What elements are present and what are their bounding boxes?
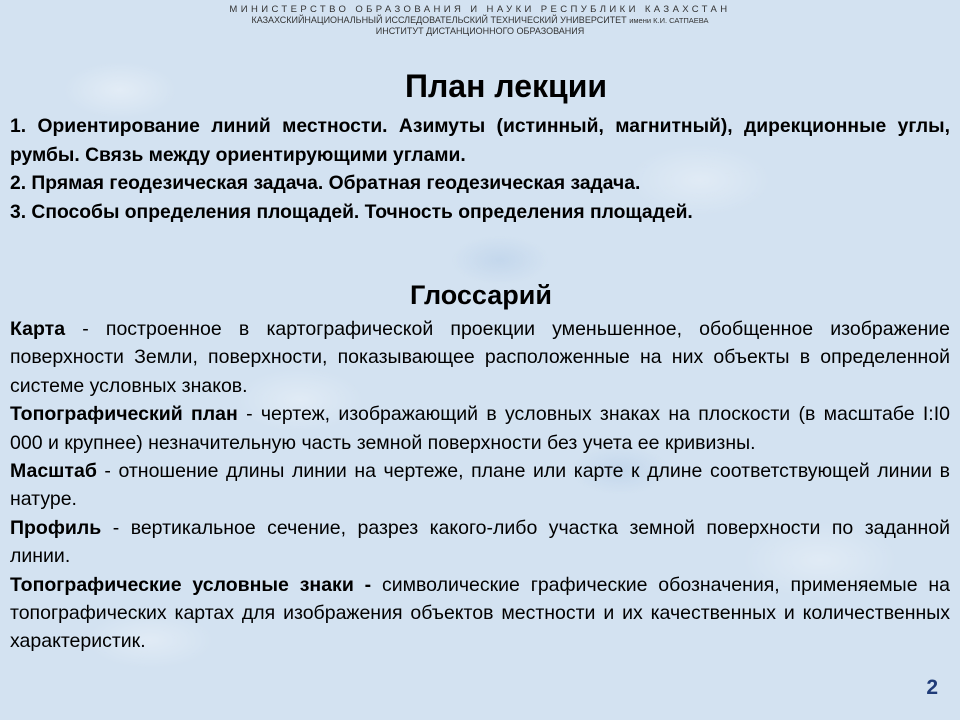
glossary-entry-topographic-plan xyxy=(10,400,950,457)
university-name-suffix: имени К.И. САТПАЕВА xyxy=(629,16,709,25)
plan-item: 3. Способы определения площадей. Точность определения площадей. xyxy=(10,201,693,223)
glossary-term: Топографический план xyxy=(10,403,238,426)
page-number: 2 xyxy=(926,676,938,699)
glossary-entry-symbols xyxy=(10,571,950,656)
ministry-line: МИНИСТЕРСТВО ОБРАЗОВАНИЯ И НАУКИ РЕСПУБЛИКИ КАЗАХСТАН xyxy=(229,4,731,15)
glossary-term: Топографические условные знаки - xyxy=(10,573,372,596)
glossary-definition: - построенное в картографической проекции уменьшенное, обобщенное изображение поверхности Земли, поверхности, показывающее расположенные на них объекты в определенной системе условных знаков. xyxy=(10,318,950,397)
glossary-definition: символические графические обозначения, применяемые на топографических картах для изображения объектов местности и их качественных и количественных характеристик. xyxy=(10,573,950,653)
glossary-definition: - отношение длины линии на чертеже, плане или карте к длине соответствующей линии в натуре. xyxy=(10,460,950,511)
glossary-definition: - чертеж, изображающий в условных знаках на плоскости (в масштабе I:I0 000 и крупнее) незначительную часть земной поверхности без учета ее кривизны. xyxy=(10,403,950,454)
glossary-term: Карта xyxy=(10,318,66,340)
glossary-term: Масштаб xyxy=(10,460,97,483)
glossary-entry-profile xyxy=(10,514,950,571)
institution-header xyxy=(0,4,960,37)
plan-title: План лекции xyxy=(404,68,608,104)
institute-line: ИНСТИТУТ ДИСТАНЦИОННОГО ОБРАЗОВАНИЯ xyxy=(375,26,585,36)
glossary-list xyxy=(10,315,950,656)
plan-list xyxy=(10,113,950,227)
glossary-entry-map xyxy=(10,315,950,400)
glossary-entry-scale xyxy=(10,457,950,514)
university-line xyxy=(0,15,960,26)
glossary-definition: - вертикальное сечение, разрез какого-либо участка земной поверхности по заданной линии. xyxy=(10,516,950,568)
glossary-title: Глоссарий xyxy=(410,280,552,310)
plan-item: 1. Ориентирование линий местности. Азимуты (истинный, магнитный), дирекционные углы, румбы. Связь между ориентирующими углами. xyxy=(10,116,950,166)
plan-item: 2. Прямая геодезическая задача. Обратная геодезическая задача. xyxy=(10,173,641,194)
university-name: КАЗАХСКИЙНАЦИОНАЛЬНЫЙ ИССЛЕДОВАТЕЛЬСКИЙ ТЕХНИЧЕСКИЙ УНИВЕРСИТЕТ xyxy=(251,15,627,25)
glossary-term: Профиль xyxy=(10,516,102,539)
